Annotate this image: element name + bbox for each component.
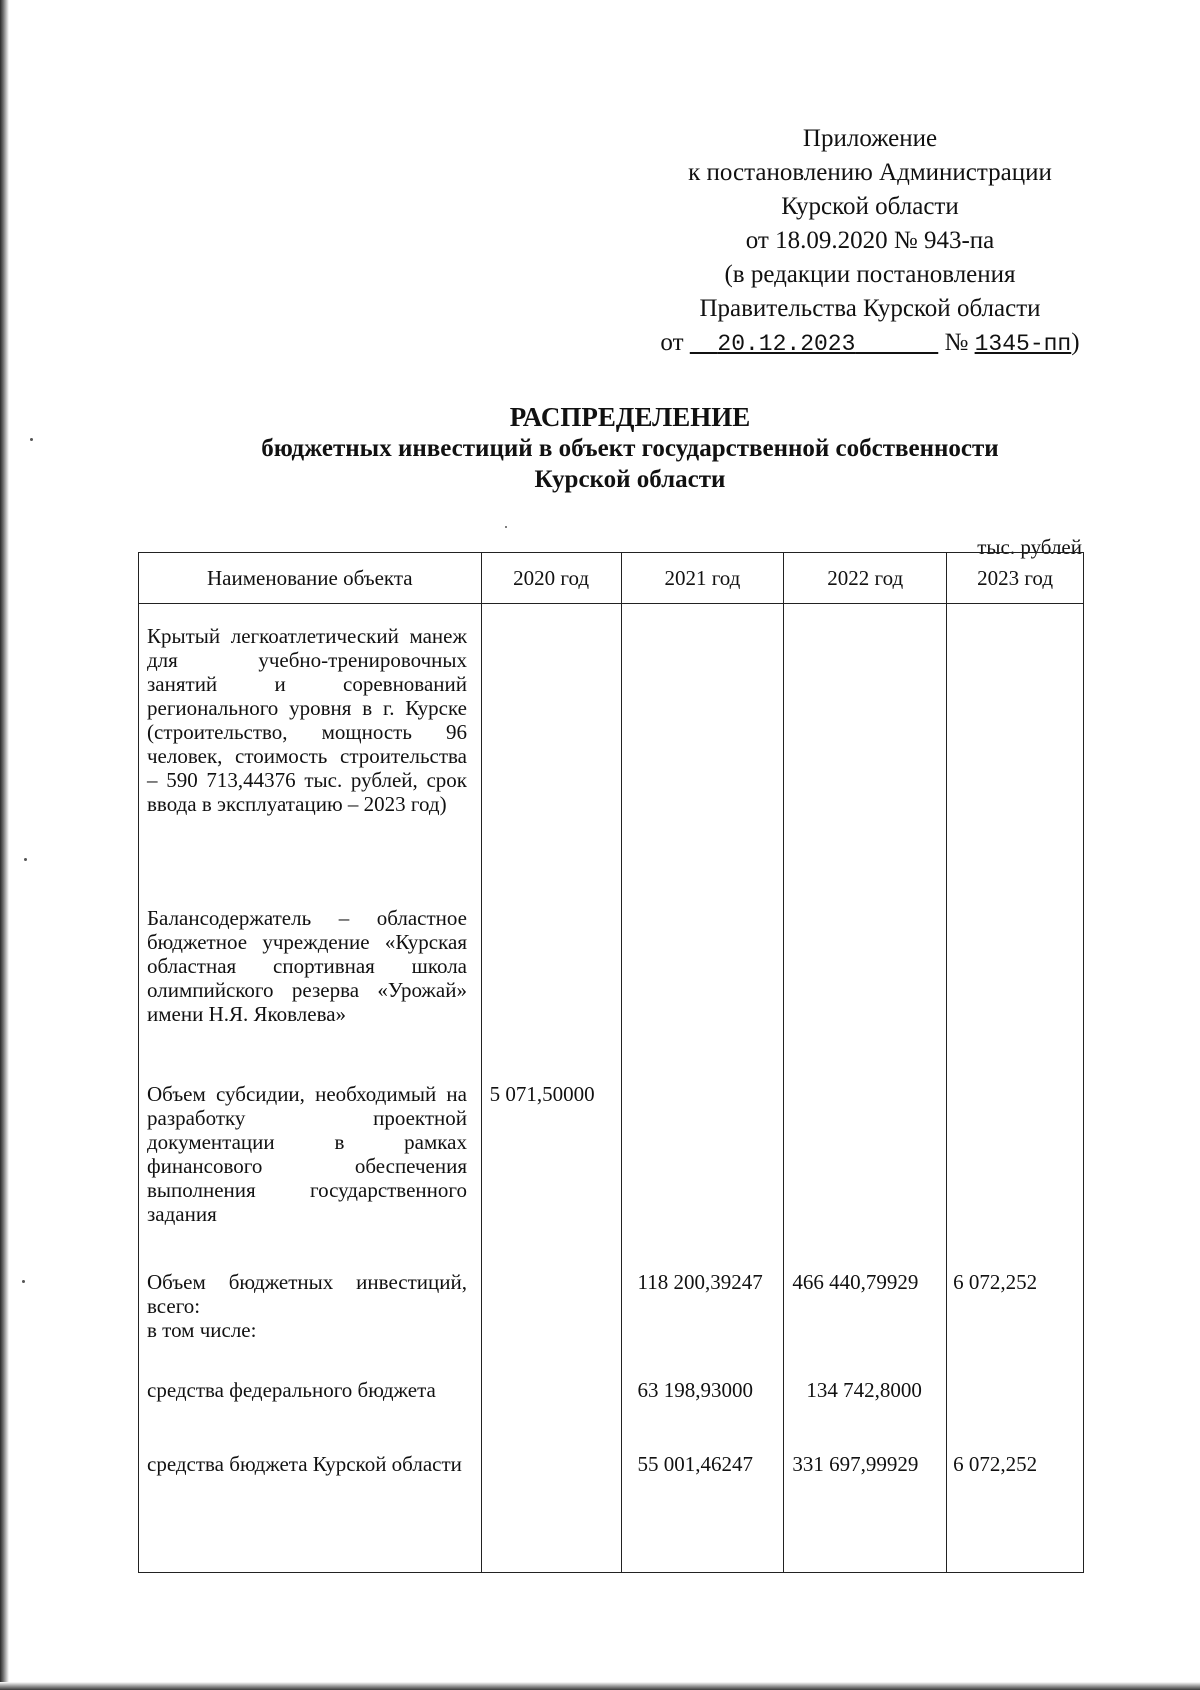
regional-2023: 6 072,252 xyxy=(953,1452,1038,1476)
title-line-2: бюджетных инвестиций в объект государственной собственности xyxy=(261,435,999,462)
header-2022: 2022 год xyxy=(784,553,947,604)
number-label: № xyxy=(944,329,969,356)
including-label: в том числе: xyxy=(147,1318,257,1342)
amendment-number: 1345-пп xyxy=(974,331,1072,357)
federal-2022: 134 742,8000 xyxy=(806,1378,922,1402)
subsidy-label: Объем субсидии, необходимый на разработку проектной документации в рамках финансового обеспечения выполнения государственного задания xyxy=(147,1082,467,1226)
amendment-date: 20.12.2023 xyxy=(717,331,856,357)
regional-2022: 331 697,99929 xyxy=(792,1452,919,1476)
cell-2021 xyxy=(621,604,784,1573)
scan-speck xyxy=(22,1280,25,1283)
investments-total-label: Объем бюджетных инвестиций, всего: xyxy=(147,1270,467,1318)
close-paren: ) xyxy=(1071,329,1080,356)
cell-2023 xyxy=(947,604,1084,1573)
cell-2020 xyxy=(481,604,621,1573)
appendix-line-5: (в редакции постановления xyxy=(724,261,1016,288)
investment-table xyxy=(138,552,1084,1573)
scan-speck xyxy=(30,438,33,441)
document-title xyxy=(140,402,1120,495)
regional-label: средства бюджета Курской области xyxy=(147,1452,462,1476)
cell-2022 xyxy=(784,604,947,1573)
investments-2022: 466 440,79929 xyxy=(792,1270,919,1294)
table-header-row xyxy=(139,553,1084,604)
investments-2021: 118 200,39247 xyxy=(637,1270,763,1294)
units-label: тыс. рублей xyxy=(977,535,1082,559)
appendix-line-3: Курской области xyxy=(781,193,959,220)
header-object-name: Наименование объекта xyxy=(139,553,482,604)
appendix-line-6: Правительства Курской области xyxy=(699,295,1041,322)
investments-2023: 6 072,252 xyxy=(953,1270,1038,1294)
header-2020: 2020 год xyxy=(481,553,621,604)
appendix-line-1: Приложение xyxy=(802,125,938,152)
scan-edge-left xyxy=(0,0,9,1690)
federal-2021: 63 198,93000 xyxy=(637,1378,753,1402)
title-line-1: РАСПРЕДЕЛЕНИЕ xyxy=(509,402,751,432)
appendix-block xyxy=(640,122,1100,361)
subsidy-2020: 5 071,50000 xyxy=(489,1082,595,1106)
scan-speck xyxy=(24,858,27,861)
table-row xyxy=(139,604,1084,1573)
header-2023: 2023 год xyxy=(947,553,1084,604)
investments-label xyxy=(147,1270,467,1342)
regional-2021: 55 001,46247 xyxy=(637,1452,753,1476)
appendix-line-4: от 18.09.2020 № 943-па xyxy=(745,227,995,254)
header-2021: 2021 год xyxy=(621,553,784,604)
federal-label: средства федерального бюджета xyxy=(147,1378,436,1402)
scan-speck xyxy=(505,526,507,528)
appendix-line-7 xyxy=(640,326,1100,361)
appendix-line-2: к постановлению Администрации xyxy=(688,159,1052,186)
object-description: Крытый легкоатлетический манеж для учебно-тренировочных занятий и соревнований регионального уровня в г. Курске (строительство, мощность 96 человек, стоимость строительства – 590 713,44376 тыс. рублей, срок ввода в эксплуатацию – 2023 год) xyxy=(147,624,467,816)
balance-holder: Балансодержатель – областное бюджетное учреждение «Курская областная спортивная школа олимпийского резерва «Урожай» имени Н.Я. Яковлева» xyxy=(147,906,467,1026)
from-label: от xyxy=(660,329,684,356)
title-line-3: Курской области xyxy=(534,466,726,493)
cell-object-name xyxy=(139,604,482,1573)
scan-edge-bottom xyxy=(0,1682,1200,1690)
